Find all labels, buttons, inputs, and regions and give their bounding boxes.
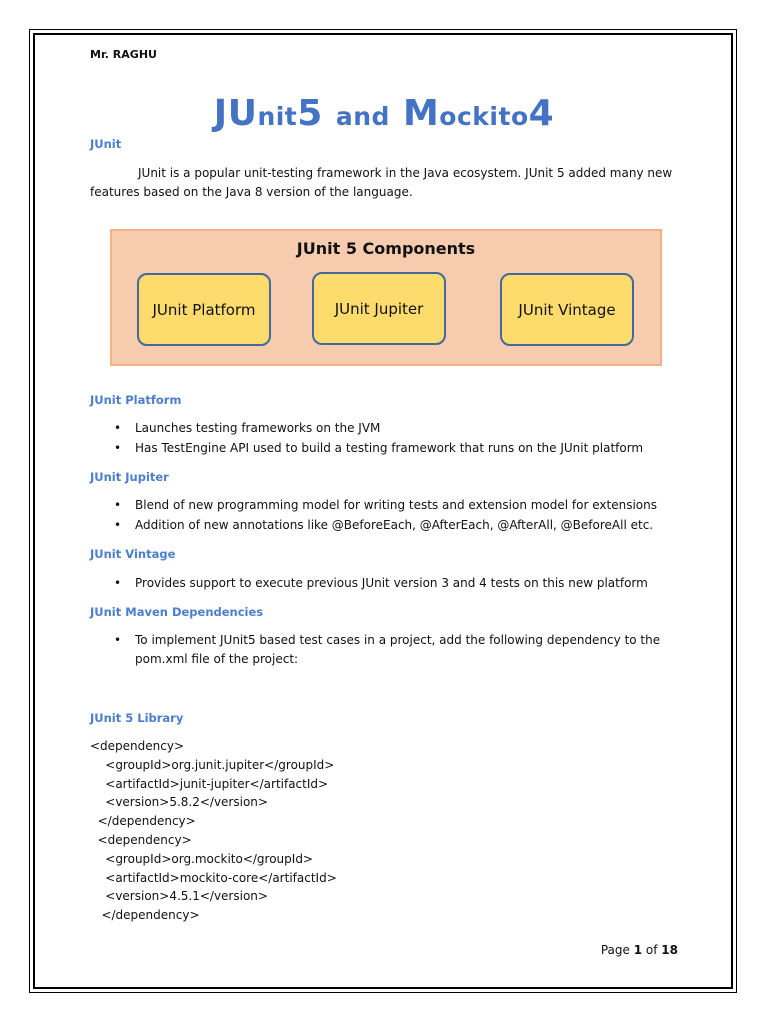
code-line: <dependency> [90,832,192,847]
title-part: JU [213,93,258,134]
bullet-icon: • [114,576,122,590]
code-line: <version>4.5.1</version> [90,889,268,904]
code-line: <groupId>org.mockito</groupId> [90,851,313,866]
heading-junit5-library: JUnit 5 Library [90,711,184,725]
bullet-icon: • [114,518,122,532]
code-line: <artifactId>junit-jupiter</artifactId> [90,776,329,791]
list-item [114,633,661,647]
code-line: <groupId>org.junit.jupiter</groupId> [90,757,335,772]
component-junit-jupiter: JUnit Jupiter [312,272,446,345]
intro-paragraph-line-2: features based on the Java 8 version of the language. [90,185,413,199]
heading-junit-maven-dependencies: JUnit Maven Dependencies [90,605,264,619]
bullet-icon: • [114,441,122,455]
code-line: <dependency> [90,739,185,753]
component-junit-platform: JUnit Platform [137,273,271,346]
heading-junit-jupiter: JUnit Jupiter [90,470,169,484]
page-current: 1 [633,943,643,957]
title-part: 4 [528,93,555,134]
list-item-text: Blend of new programming model for writing tests and extension model for extensions [135,498,657,512]
component-junit-vintage: JUnit Vintage [500,273,634,346]
heading-junit-vintage: JUnit Vintage [90,547,176,561]
heading-junit-platform: JUnit Platform [90,393,182,407]
dependency-code-block [90,737,337,925]
title-part: 5 [297,93,336,134]
page-of-label: of [642,943,662,957]
heading-junit: JUnit [90,137,122,151]
list-item-text: Launches testing frameworks on the JVM [135,421,381,435]
bullet-icon: • [114,498,122,512]
code-line: </dependency> [90,814,196,829]
document-title [0,93,768,134]
page-number [601,943,678,957]
code-line: <version>5.8.2</version> [90,795,268,810]
list-item [114,421,381,435]
list-item-text: Has TestEngine API used to build a testing framework that runs on the JUnit platform [135,441,644,455]
junit5-components-diagram [110,229,662,366]
title-part: ockito [439,102,529,131]
list-item-continuation: pom.xml file of the project: [135,652,299,666]
title-part: M [389,93,440,134]
list-item-text: Addition of new annotations like @BeforeEach, @AfterEach, @AfterAll, @BeforeAll etc. [135,518,654,532]
list-item [114,498,657,512]
list-item-text: Provides support to execute previous JUnit version 3 and 4 tests on this new platform [135,576,648,590]
list-item [114,518,654,532]
code-line: </dependency> [90,908,200,923]
page-total: 18 [661,943,678,957]
bullet-icon: • [114,421,122,435]
title-part: nit [257,102,298,131]
list-item [114,576,648,590]
page-label: Page [600,943,634,957]
intro-paragraph-line-1: JUnit is a popular unit-testing framework in the Java ecosystem. JUnit 5 added many new [138,166,673,180]
bullet-icon: • [114,633,122,647]
code-line: <artifactId>mockito-core</artifactId> [90,870,337,885]
diagram-title: JUnit 5 Components [296,239,476,258]
author-name: Mr. RAGHU [90,48,157,61]
list-item [114,441,644,455]
title-part: and [335,102,390,131]
list-item-text: To implement JUnit5 based test cases in a project, add the following dependency to the [135,633,661,647]
